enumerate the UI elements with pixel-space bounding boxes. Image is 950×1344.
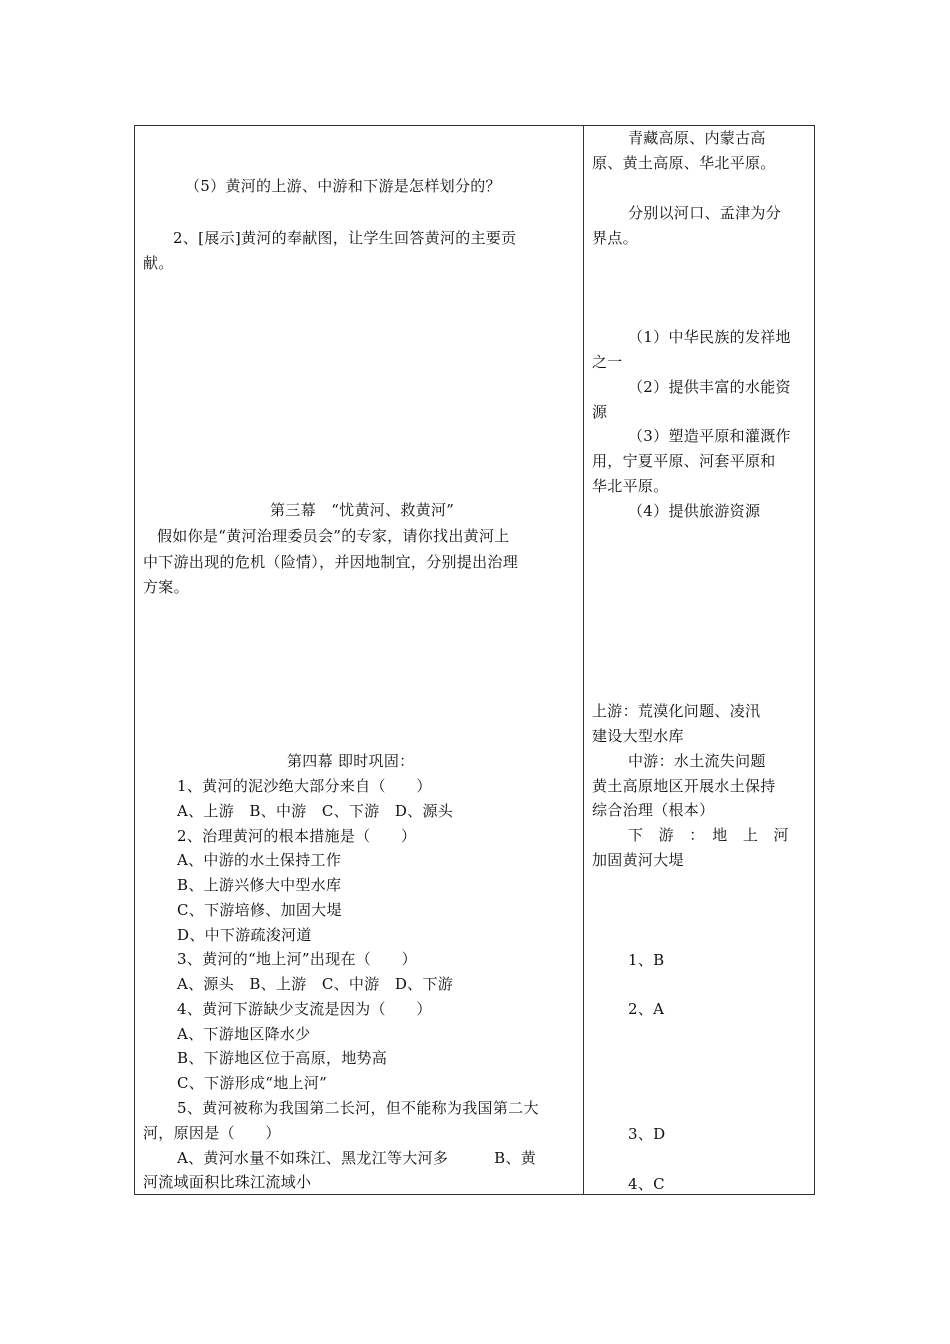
quiz-line: B、下游地区位于高原，地势高: [177, 1049, 388, 1067]
act4-title: 第四幕 即时巩固：: [287, 752, 415, 770]
act3-title: 第三幕 “忧黄河、救黄河”: [270, 501, 455, 519]
show-line-1: 2、[展示]黄河的奉献图，让学生回答黄河的主要贡: [173, 229, 517, 247]
answer-2: 2、A: [628, 1000, 665, 1018]
quiz-line: 1、黄河的泥沙绝大部分来自（ ）: [177, 777, 432, 795]
answer-4: 4、C: [628, 1175, 665, 1193]
lower-reach-line-1: 下 游 ： 地 上 河: [628, 826, 789, 844]
contribution-line: （1）中华民族的发祥地: [628, 328, 791, 346]
act3-line-2: 中下游出现的危机（险情），并因地制宜，分别提出治理: [143, 553, 519, 571]
contribution-line: 源: [592, 403, 608, 421]
answer-1: 1、B: [628, 951, 665, 969]
question-5b-line-1: 5、黄河被称为我国第二长河，但不能称为我国第二大: [177, 1099, 539, 1117]
act3-line-1: 假如你是“黄河治理委员会”的专家，请你找出黄河上: [157, 527, 510, 545]
plateaus-line-2: 原、黄土高原、华北平原。: [592, 154, 776, 172]
quiz-line: D、中下游疏浚河道: [177, 926, 312, 944]
divide-line-1: 分别以河口、孟津为分: [628, 204, 782, 222]
middle-reach-line-2: 黄土高原地区开展水土保持: [592, 777, 776, 795]
quiz-line: C、下游培修、加固大堤: [177, 901, 342, 919]
lower-reach-line-2: 加固黄河大堤: [592, 851, 684, 869]
show-line-2: 献。: [143, 254, 174, 272]
quiz-line: A、源头 B、上游 C、中游 D、下游: [177, 975, 454, 993]
quiz-line: A、下游地区降水少: [177, 1025, 311, 1043]
middle-reach-line-3: 综合治理（根本）: [592, 801, 715, 819]
contribution-line: （2）提供丰富的水能资: [628, 378, 791, 396]
column-divider: [583, 125, 584, 1195]
quiz-line: A、中游的水土保持工作: [177, 851, 342, 869]
contribution-line: 之一: [592, 353, 623, 371]
quiz-line: B、上游兴修大中型水库: [177, 876, 342, 894]
question-5: （5）黄河的上游、中游和下游是怎样划分的？: [185, 177, 501, 195]
question-5b-line-4: 河流域面积比珠江流域小: [143, 1173, 312, 1191]
quiz-line: A、上游 B、中游 C、下游 D、源头: [177, 802, 454, 820]
quiz-line: 2、治理黄河的根本措施是（ ）: [177, 827, 417, 845]
divide-line-2: 界点。: [592, 229, 638, 247]
contribution-line: （3）塑造平原和灌溉作: [628, 427, 791, 445]
act3-line-3: 方案。: [143, 578, 189, 596]
upper-reach-line-1: 上游：荒漠化问题、凌汛: [592, 702, 761, 720]
question-5b-line-3: A、黄河水量不如珠江、黑龙江等大河多 B、黄: [177, 1149, 537, 1167]
middle-reach-line-1: 中游：水土流失问题: [628, 752, 766, 770]
question-5b-line-2: 河，原因是（ ）: [143, 1124, 281, 1142]
upper-reach-line-2: 建设大型水库: [592, 727, 684, 745]
plateaus-line-1: 青藏高原、内蒙古高: [628, 129, 766, 147]
quiz-line: 4、黄河下游缺少支流是因为（ ）: [177, 1000, 432, 1018]
contribution-line: （4）提供旅游资源: [628, 502, 761, 520]
contribution-line: 华北平原。: [592, 477, 669, 495]
answer-3: 3、D: [628, 1125, 666, 1143]
contribution-line: 用，宁夏平原、河套平原和: [592, 452, 776, 470]
quiz-line: C、下游形成“地上河”: [177, 1074, 328, 1092]
quiz-line: 3、黄河的“地上河”出现在（ ）: [177, 950, 417, 968]
